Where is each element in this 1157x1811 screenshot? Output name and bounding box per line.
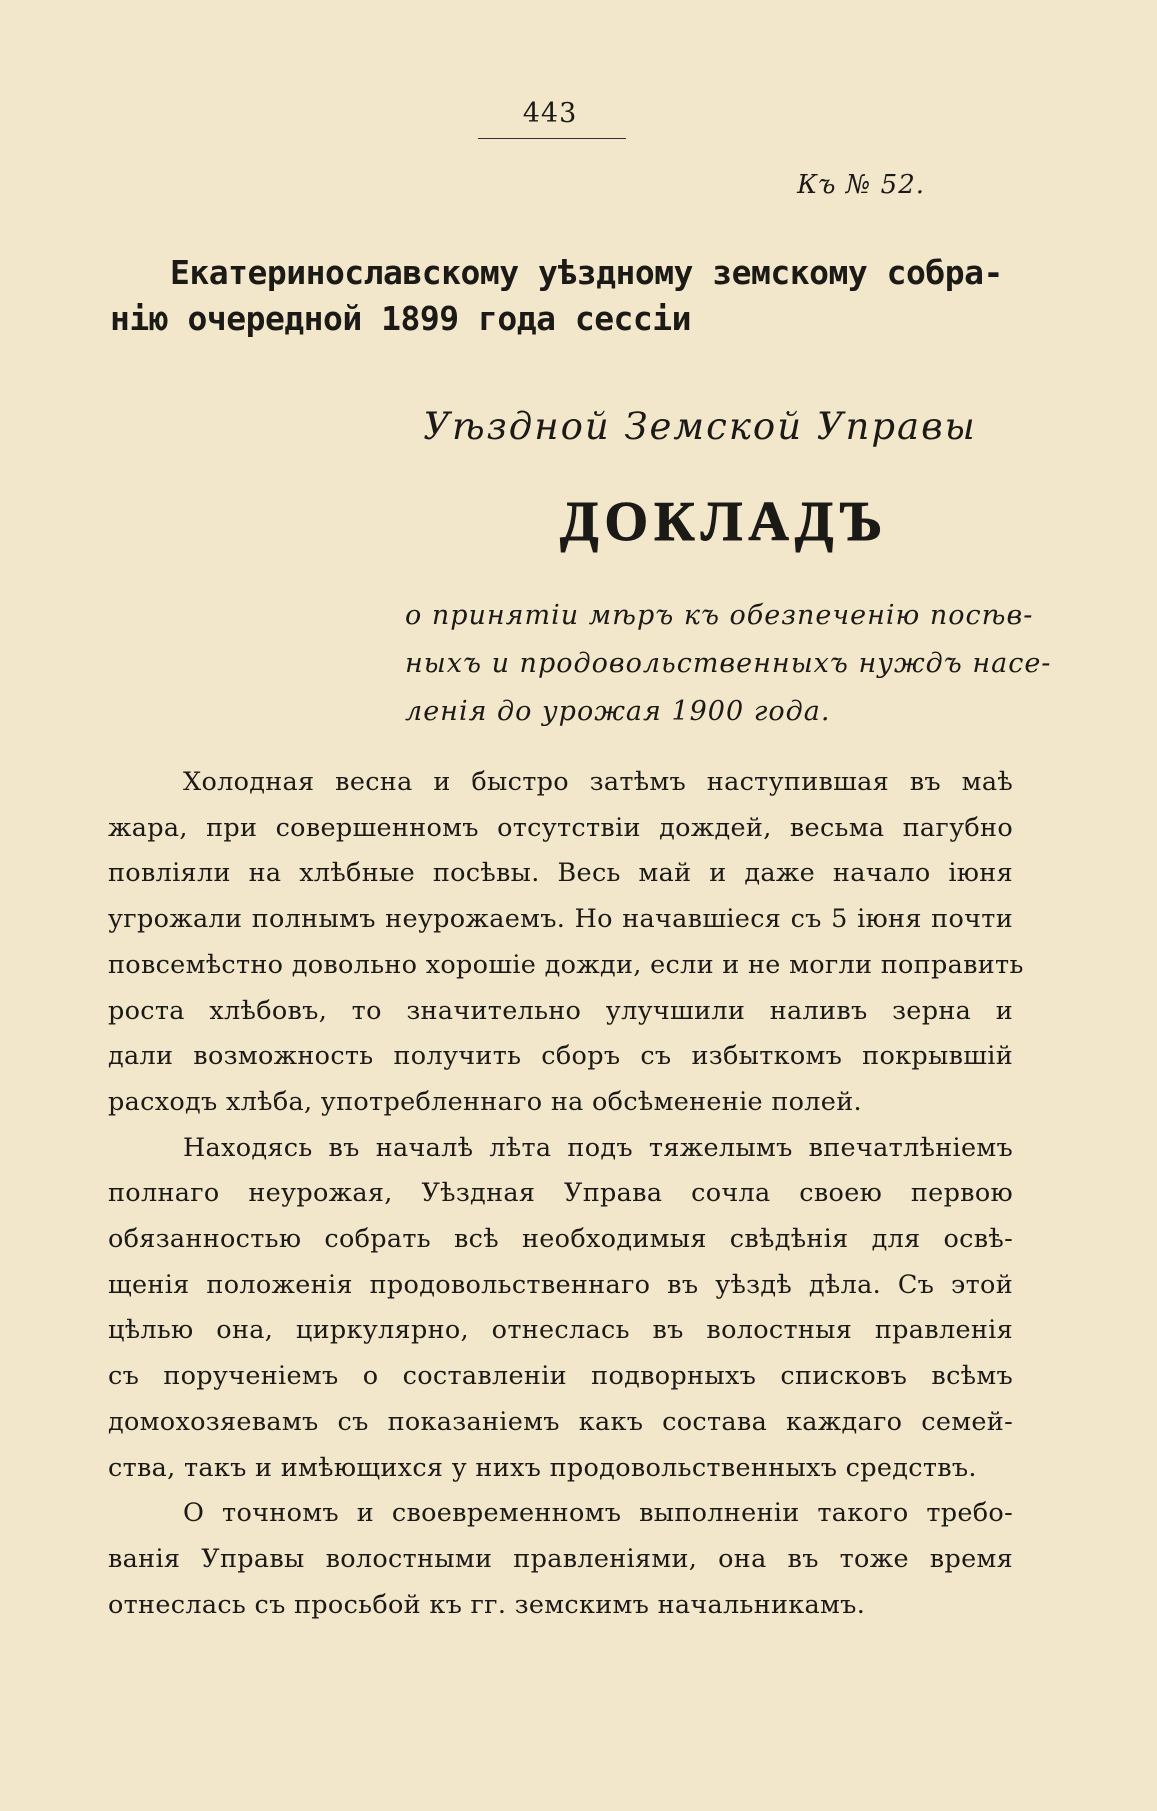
subject-heading <box>405 592 1052 736</box>
text-line: О точномъ и своевременномъ выполненіи такого требо- <box>183 1498 1013 1529</box>
text-line: жара, при совершенномъ отсутствіи дождей, весьма пагубно <box>108 812 1013 843</box>
body-text <box>108 760 1024 1628</box>
text-line: дали возможность получить сборъ съ избыткомъ покрывшій <box>108 1041 1013 1072</box>
paragraph <box>108 760 1024 1126</box>
text-line: обязанностью собрать всѣ необходимыя свѣдѣнія для освѣ- <box>108 1224 1013 1255</box>
text-line: щенія положенія продовольственнаго въ уѣздѣ дѣла. Съ этой <box>108 1269 1013 1300</box>
issuer-heading: Уѣздной Земской Управы <box>423 405 977 448</box>
text-line: повсемѣстно довольно хорошіе дожди, если и не могли поправить <box>108 949 1024 980</box>
text-line: ства, такъ и имѣющихся у нихъ продовольственныхъ средствъ. <box>108 1452 977 1483</box>
subject-line: ленія до урожая 1900 года. <box>405 696 831 727</box>
text-line: Находясь въ началѣ лѣта подъ тяжелымъ впечатлѣніемъ <box>183 1132 1013 1163</box>
text-line: Холодная весна и быстро затѣмъ наступившая въ маѣ <box>183 767 1013 797</box>
text-line: домохозяевамъ съ показаніемъ какъ состава каждаго семей- <box>108 1406 1013 1437</box>
text-line: съ порученіемъ о составленіи подворныхъ списковъ всѣмъ <box>108 1361 1013 1392</box>
text-line: отнеслась съ просьбой къ гг. земскимъ начальникамъ. <box>108 1589 866 1620</box>
text-line: ванія Управы волостными правленіями, она въ тоже время <box>108 1543 1013 1574</box>
text-line: повліяли на хлѣбные посѣвы. Весь май и даже начало іюня <box>108 858 1013 889</box>
subject-line: о принятіи мѣръ къ обезпеченію посѣв- <box>405 600 1034 631</box>
page-number-rule <box>478 138 626 139</box>
text-line: полнаго неурожая, Уѣздная Управа сочла своею первою <box>108 1178 1013 1209</box>
paragraph <box>108 1491 1013 1628</box>
text-line: цѣлью она, циркулярно, отнеслась въ волостныя правленія <box>108 1315 1013 1346</box>
text-line: расходъ хлѣба, употребленнаго на обсѣмененіе полей. <box>108 1086 862 1117</box>
text-line: угрожали полнымъ неурожаемъ. Но начавшіеся съ 5 іюня почти <box>108 904 1013 935</box>
reference-number: Къ № 52. <box>797 170 925 200</box>
text-line: роста хлѣбовъ, то значительно улучшили наливъ зерна и <box>108 995 1013 1026</box>
page-number: 443 <box>522 98 578 129</box>
addressee-heading <box>110 250 1010 342</box>
addressee-line: нію очередной 1899 года сессіи <box>110 299 692 338</box>
document-type-title: ДОКЛАДЪ <box>560 491 889 553</box>
addressee-line: Екатеринославскому уѣздному земскому собра- <box>170 253 1003 292</box>
subject-line: ныхъ и продовольственныхъ нуждъ насе- <box>405 648 1052 679</box>
paragraph <box>108 1126 1013 1492</box>
